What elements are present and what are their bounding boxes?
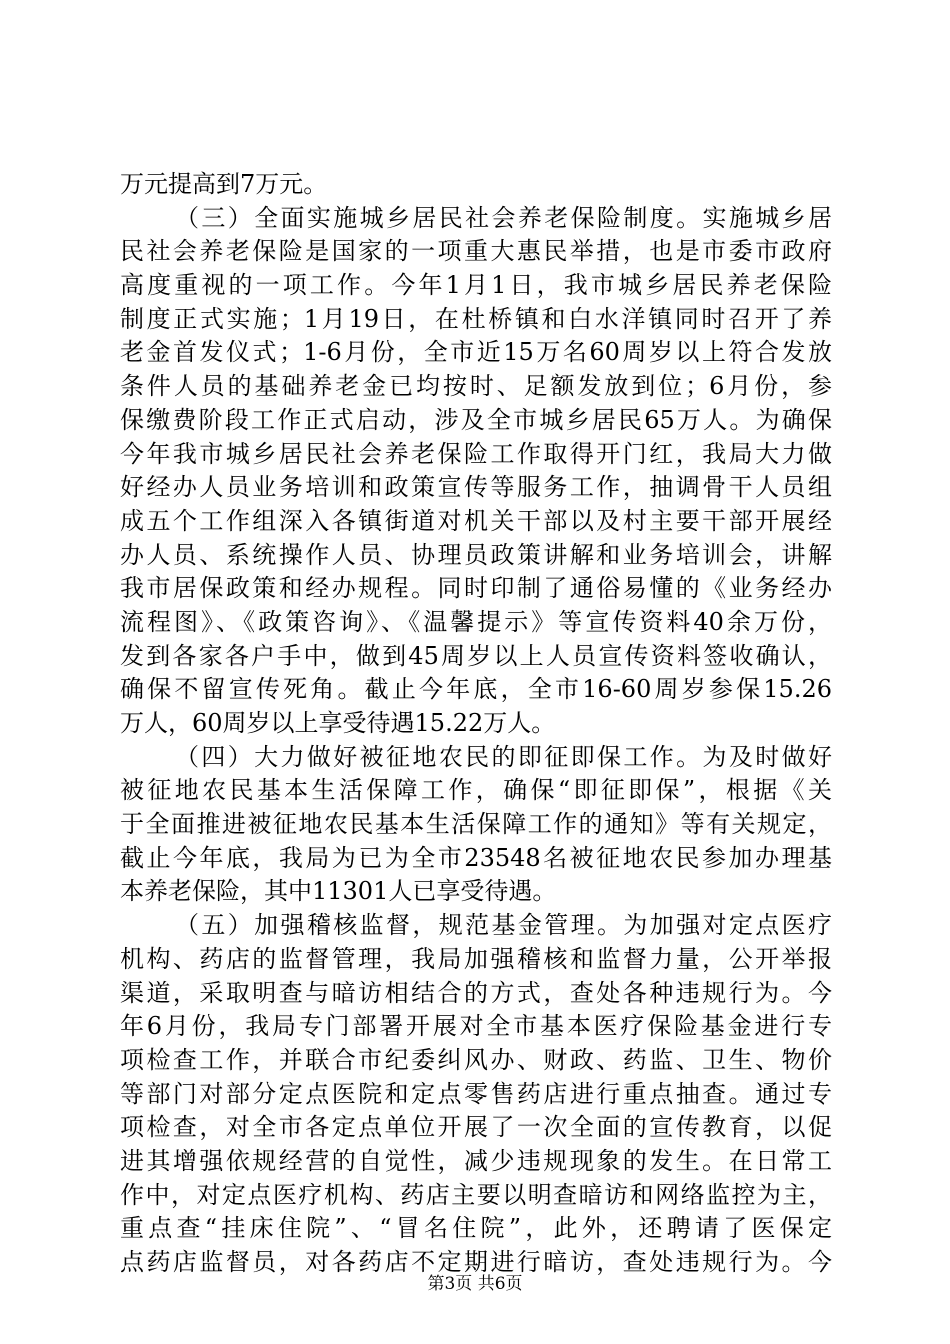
paragraph-first-line: （五）加强稽核监督，规范基金管理。为加强对定点医疗 (175, 911, 832, 940)
text-line: 等部门对部分定点医院和定点零售药店进行重点抽查。通过专 (120, 1079, 832, 1108)
text-line: 今年我市城乡居民社会养老保险工作取得开门红，我局大力做 (120, 439, 832, 468)
text-line: 办人员、系统操作人员、协理员政策讲解和业务培训会，讲解 (120, 540, 832, 569)
text-line: 万元提高到7万元。 (120, 170, 328, 198)
text-line: 制度正式实施；1月19日，在杜桥镇和白水洋镇同时召开了养 (120, 304, 832, 333)
text-line: 机构、药店的监督管理，我局加强稽核和监督力量，公开举报 (120, 944, 832, 973)
paragraph-first-line: （三）全面实施城乡居民社会养老保险制度。实施城乡居 (175, 203, 832, 232)
text-line: 确保不留宣传死角。截止今年底，全市16-60周岁参保15.26 (120, 675, 832, 704)
text-line: 项检查，对全市各定点单位开展了一次全面的宣传教育，以促 (120, 1113, 832, 1142)
text-line: 我市居保政策和经办规程。同时印制了通俗易懂的《业务经办 (120, 574, 832, 603)
text-line: 成五个工作组深入各镇街道对机关干部以及村主要干部开展经 (120, 506, 832, 535)
text-line: 民社会养老保险是国家的一项重大惠民举措，也是市委市政府 (120, 237, 832, 266)
text-line: 万人，60周岁以上享受待遇15.22万人。 (120, 709, 556, 737)
text-line: 本养老保险，其中11301人已享受待遇。 (120, 877, 557, 906)
text-line: 保缴费阶段工作正式启动，涉及全市城乡居民65万人。为确保 (120, 405, 832, 434)
text-line: 项检查工作，并联合市纪委纠风办、财政、药监、卫生、物价 (120, 1045, 832, 1074)
page-footer: 第3页 共6页 (427, 1274, 523, 1294)
text-line: 年6月份，我局专门部署开展对全市基本医疗保险基金进行专 (120, 1012, 832, 1041)
text-line: 作中，对定点医疗机构、药店主要以明查暗访和网络监控为主， (120, 1180, 832, 1209)
text-line: 重点查“挂床住院”、“冒名住院”，此外，还聘请了医保定 (120, 1214, 832, 1243)
text-line: 于全面推进被征地农民基本生活保障工作的通知》等有关规定， (120, 810, 832, 839)
text-line: 条件人员的基础养老金已均按时、足额发放到位；6月份，参 (120, 372, 832, 401)
paragraph-first-line: （四）大力做好被征地农民的即征即保工作。为及时做好 (175, 742, 832, 771)
text-line: 好经办人员业务培训和政策宣传等服务工作，抽调骨干人员组 (120, 473, 832, 502)
text-line: 发到各家各户手中，做到45周岁以上人员宣传资料签收确认， (120, 641, 832, 670)
text-line: 截止今年底，我局为已为全市23548名被征地农民参加办理基 (120, 843, 832, 872)
text-line: 被征地农民基本生活保障工作，确保“即征即保”，根据《关 (120, 776, 832, 805)
text-line: 流程图》、《政策咨询》、《温馨提示》等宣传资料40余万份， (120, 607, 832, 636)
text-line: 点药店监督员，对各药店不定期进行暗访，查处违规行为。今 (120, 1248, 832, 1276)
text-line: 高度重视的一项工作。今年1月1日，我市城乡居民养老保险 (120, 271, 832, 300)
text-line: 渠道，采取明查与暗访相结合的方式，查处各种违规行为。今 (120, 978, 832, 1007)
text-line: 老金首发仪式；1-6月份，全市近15万名60周岁以上符合发放 (120, 338, 832, 367)
document-body (120, 168, 832, 1280)
text-line: 进其增强依规经营的自觉性，减少违规现象的发生。在日常工 (120, 1146, 832, 1175)
